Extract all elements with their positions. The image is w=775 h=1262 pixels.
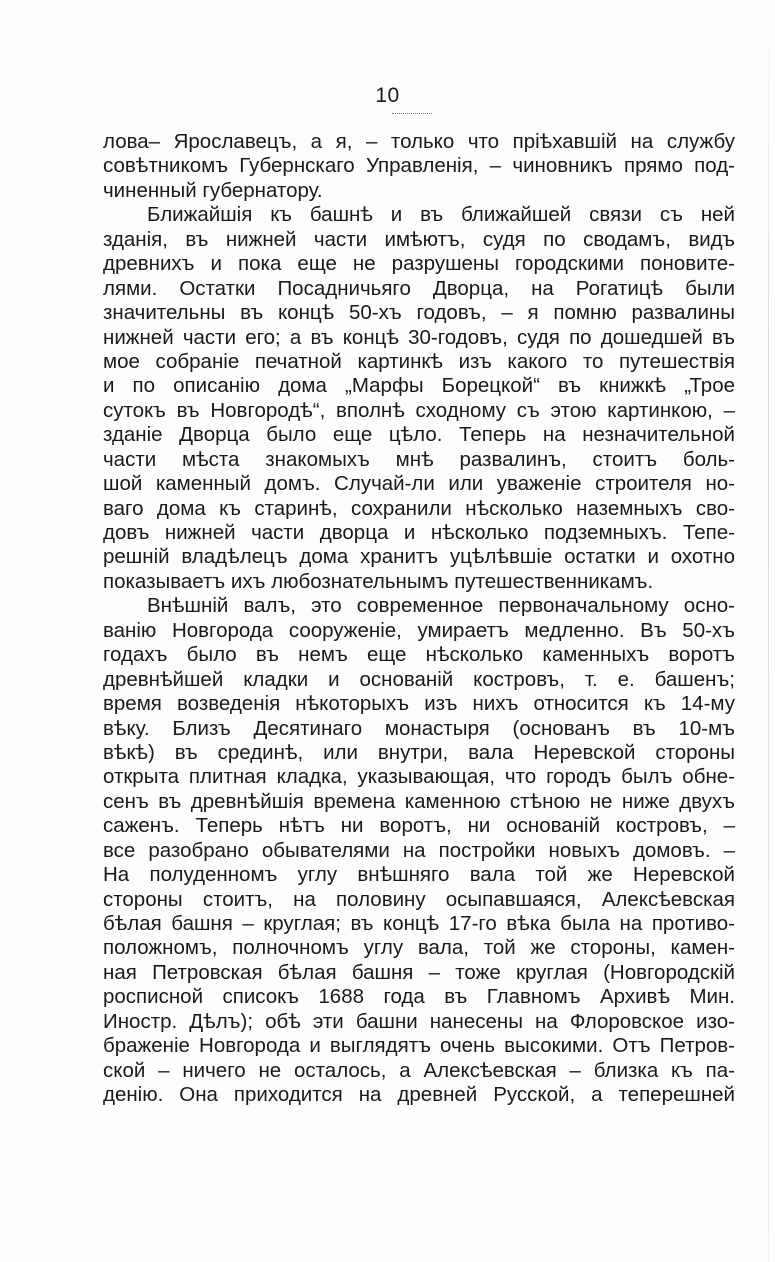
text-line: мое собранiе печатной картинкѣ изъ какого то путешествiя xyxy=(103,349,735,373)
text-line: годахъ было въ немъ еще нѣсколько каменныхъ воротъ xyxy=(103,643,735,667)
text-line: Иностр. Дѣлъ); обѣ эти башни нанесены на Флоровское изо- xyxy=(103,1009,735,1033)
text-line: сутокъ въ Новгородѣ“, вполнѣ сходному съ этою картинкою, – xyxy=(103,398,735,422)
text-line: открыта плитная кладка, указывающая, что городъ былъ обне- xyxy=(103,765,735,789)
text-line: решнiй владѣлецъ дома хранитъ уцѣлѣвшiе остатки и охотно xyxy=(103,545,735,569)
text-line: вѣку. Близъ Десятинаго монастыря (основанъ въ 10-мъ xyxy=(103,716,735,740)
text-line: Ближайшiя къ башнѣ и въ ближайшей связи съ ней xyxy=(147,203,735,227)
text-line: части мѣста знакомыхъ мнѣ развалинъ, стоитъ боль- xyxy=(103,447,735,471)
text-line: совѣтникомъ Губернскаго Управленiя, – чиновникъ прямо под- xyxy=(103,154,735,178)
text-line: нижней части его; а въ концѣ 30-годовъ, судя по дошедшей въ xyxy=(103,325,735,349)
text-line: ванiю Новгорода сооруженiе, умираетъ медленно. Въ 50-хъ xyxy=(103,618,735,642)
text-line: росписной списокъ 1688 года въ Главномъ Архивѣ Мин. xyxy=(103,985,735,1009)
text-line: браженiе Новгорода и выглядятъ очень высокими. Отъ Петров- xyxy=(103,1034,735,1058)
text-line: лова– Ярославецъ, а я, – только что прiѣхавшiй на службу xyxy=(103,130,735,153)
text-line: показываетъ ихъ любознательнымъ путешественникамъ. xyxy=(103,569,654,593)
text-line: довъ нижней части дворца и нѣсколько подземныхъ. Тепе- xyxy=(103,521,735,544)
text-line: зданiя, въ нижней части имѣютъ, судя по сводамъ, видъ xyxy=(103,227,735,251)
text-line: стороны стоитъ, на половину осыпавшаяся, Алексѣевская xyxy=(103,887,735,911)
text-line: ваго дома къ старинѣ, сохранили нѣсколько наземныхъ сво- xyxy=(103,496,735,520)
text-line: зданiе Дворца было еще цѣло. Теперь на незначительной xyxy=(103,423,735,447)
text-line: бѣлая башня – круглая; въ концѣ 17-го вѣка была на противо- xyxy=(103,912,735,935)
text-line: саженъ. Теперь нѣтъ ни воротъ, ни основанiй костровъ, – xyxy=(103,814,735,838)
text-line: вѣкѣ) въ срединѣ, или внутри, вала Неревской стороны xyxy=(103,740,735,764)
page-number: 10 xyxy=(375,84,400,107)
text-line: время возведенiя нѣкоторыхъ изъ нихъ относится къ 14-му xyxy=(103,692,735,716)
page-number-underline xyxy=(392,113,432,114)
text-line: сенъ въ древнѣйшiя времена каменною стѣною не ниже двухъ xyxy=(103,789,735,813)
text-line: На полуденномъ углу внѣшняго вала той же Неревской xyxy=(103,863,735,887)
scan-edge-shadow xyxy=(768,0,769,1262)
text-line: шой каменный домъ. Случай-ли или уваженiе строителя но- xyxy=(103,472,735,496)
text-line: и по описанiю дома „Марфы Борецкой“ въ книжкѣ „Трое xyxy=(103,374,735,398)
text-line: все разобрано обывателями на постройки новыхъ домовъ. – xyxy=(103,838,735,862)
text-line: лями. Остатки Посадничьяго Дворца, на Рогатицѣ были xyxy=(103,276,735,300)
text-line: денiю. Она приходится на древней Русской, а теперешней xyxy=(103,1083,735,1107)
text-line: древнѣйшей кладки и основанiй костровъ, т. е. башенъ; xyxy=(103,667,735,691)
text-line: положномъ, полночномъ углу вала, той же стороны, камен- xyxy=(103,936,735,960)
text-line: значительны въ концѣ 50-хъ годовъ, – я помню развалины xyxy=(103,301,735,325)
text-line: Внѣшнiй валъ, это современное первоначальному осно- xyxy=(147,594,735,618)
text-line: ная Петровская бѣлая башня – тоже круглая (Новгородскiй xyxy=(103,960,735,984)
body-text xyxy=(103,130,735,1108)
text-line: древнихъ и пока еще не разрушены городскими поновите- xyxy=(103,252,735,276)
text-line: чиненный губернатору. xyxy=(103,178,323,202)
text-line: ской – ничего не осталось, а Алексѣевская – близка къ па- xyxy=(103,1058,735,1082)
